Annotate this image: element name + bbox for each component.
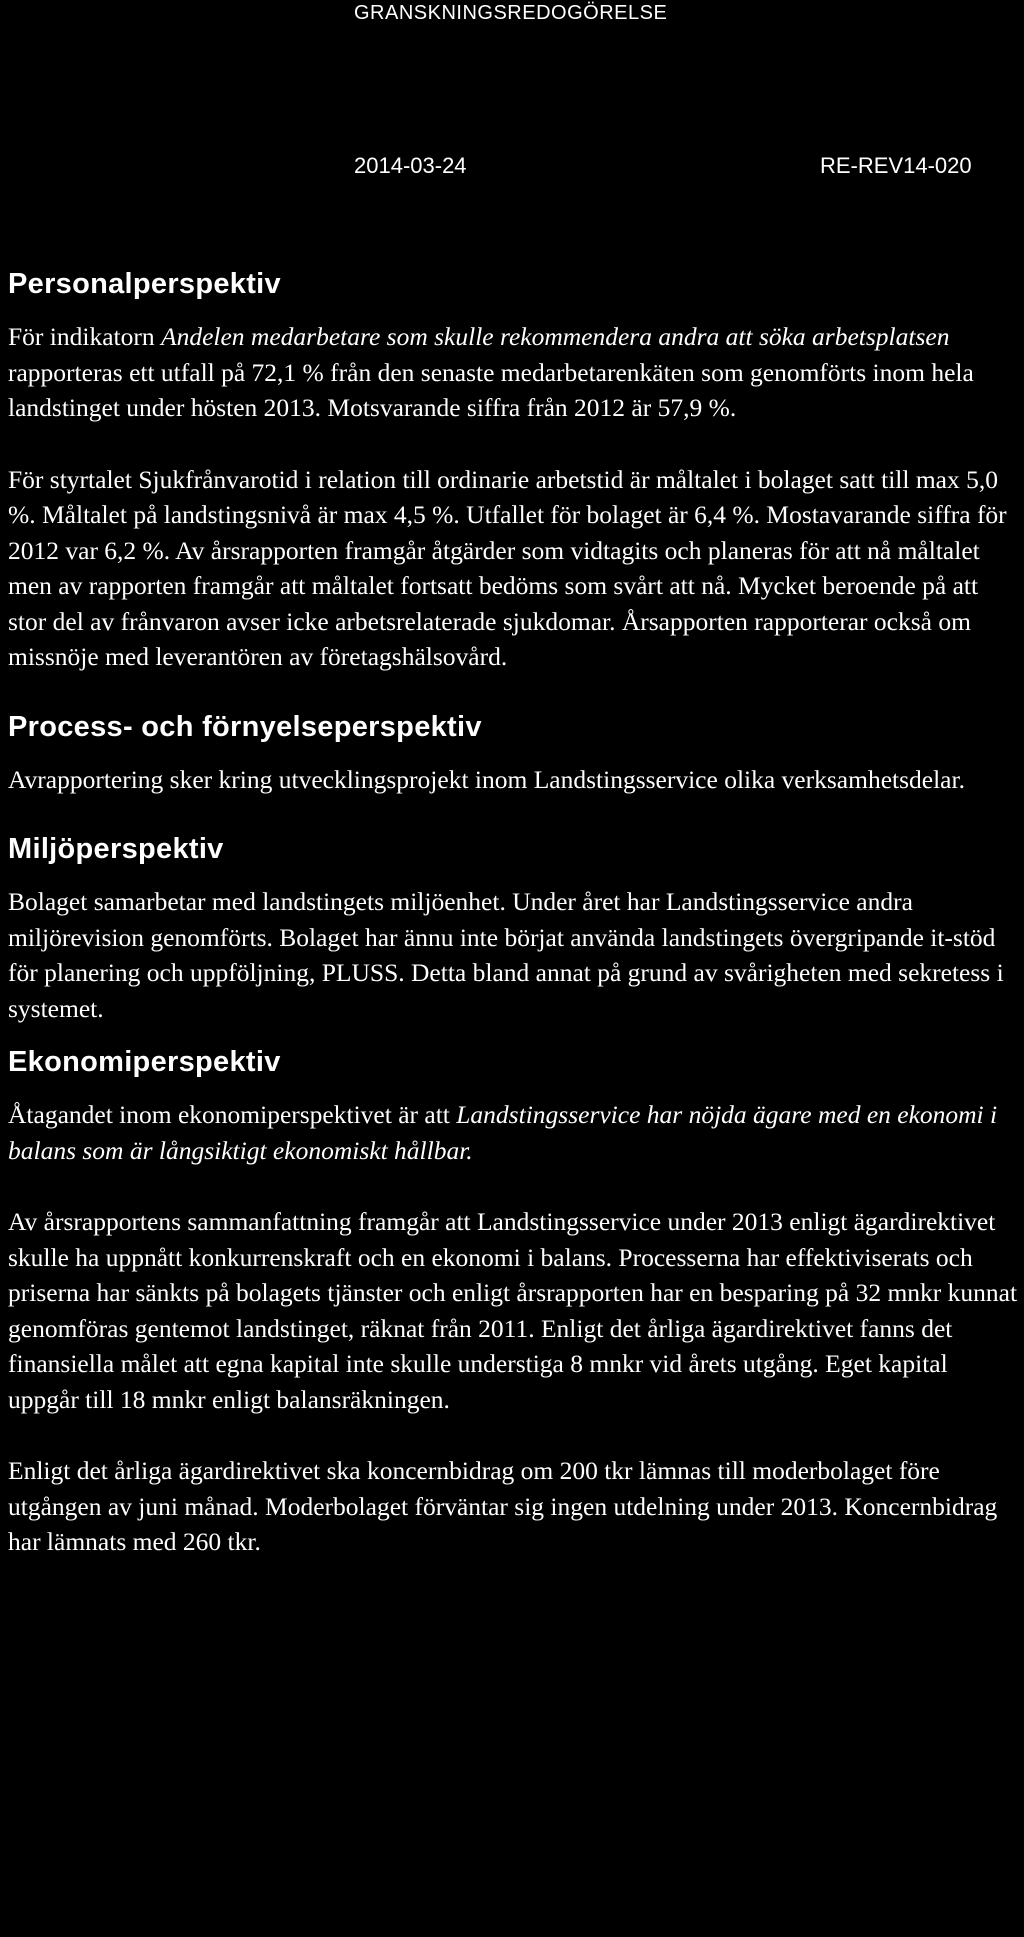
section-heading-ekonomi: Ekonomiperspektiv <box>8 1046 281 1078</box>
paragraph-process-1: Avrapportering sker kring utvecklingsprojekt inom Landstingsservice olika verksamhetsdelar. <box>8 764 965 794</box>
section-personalperspektiv <box>8 268 1018 675</box>
document-reference: RE-REV14-020 <box>820 153 972 178</box>
paragraph-personal-1-intro: För indikatorn <box>8 322 161 351</box>
paragraph-ekonomi-1-intro: Åtagandet inom ekonomiperspektivet är att <box>8 1100 457 1129</box>
section-heading-personal: Personalperspektiv <box>8 268 281 300</box>
section-miljo <box>8 833 1018 1026</box>
document-date: 2014-03-24 <box>354 153 467 178</box>
section-heading-process: Process- och förnyelseperspektiv <box>8 710 482 743</box>
paragraph-personal-2: För styrtalet Sjukfrånvarotid i relation till ordinarie arbetstid är måltalet i bolaget satt till max 5,0 %. Måltalet på landstingsnivå är max 4,5 %. Utfallet för bolaget är 6,4 %. Mostavarande siffra för 2012 var 6,2 %. Av årsrapporten framgår åtgärder som vidtagits och planeras för att nå måltalet men av rapporten framgår att måltalet fortsatt bedöms som svårt att nå. Mycket beroende på att stor del av frånvaron avser icke arbetsrelaterade sjukdomar. Årsapporten rapporterar också om missnöje med leverantören av företagshälsovård. <box>8 464 1007 671</box>
indicator-name: Andelen medarbetare som skulle rekommendera andra att söka arbetsplatsen <box>161 322 950 351</box>
paragraph-personal-1-rest: rapporteras ett utfall på 72,1 % från den senaste medarbetarenkäten som genomförts inom hela landstinget under hösten 2013. Motsvarande siffra från 2012 är 57,9 %. <box>8 357 974 422</box>
document-body <box>8 268 1018 1560</box>
section-ekonomi <box>8 1046 1018 1560</box>
paragraph-personal-1 <box>8 319 1018 426</box>
commitment-statement: Landstingsservice har nöjda ägare med en ekonomi i balans som är långsiktigt ekonomiskt hållbar. <box>8 1100 998 1165</box>
paragraph-miljo-1: Bolaget samarbetar med landstingets miljöenhet. Under året har Landstingsservice andra miljörevision genomförts. Bolaget har ännu inte börjat använda landstingets övergripande it-stöd för planering och uppföljning, PLUSS. Detta bland annat på grund av svårigheten med sekretess i systemet. <box>8 887 1004 1023</box>
paragraph-ekonomi-1 <box>8 1097 1018 1168</box>
section-process <box>8 711 1018 798</box>
document-type-label: GRANSKNINGSREDOGÖRELSE <box>354 2 668 24</box>
section-heading-miljo: Miljöperspektiv <box>8 833 224 865</box>
paragraph-ekonomi-3: Enligt det årliga ägardirektivet ska koncernbidrag om 200 tkr lämnas till moderbolaget före utgången av juni månad. Moderbolaget förväntar sig ingen utdelning under 2013. Koncernbidrag har lämnats med 260 tkr. <box>8 1456 998 1556</box>
paragraph-ekonomi-2: Av årsrapportens sammanfattning framgår att Landstingsservice under 2013 enligt ägardirektivet skulle ha uppnått konkurrenskraft och en ekonomi i balans. Processerna har effektiviserats och priserna har sänkts på bolagets tjänster och enligt årsrapporten har en besparing på 32 mnkr kunnat genomföras gentemot landstinget, räknat från 2011. Enligt det årliga ägardirektivet fanns det finansiella målet att egna kapital inte skulle understiga 8 mnkr vid årets utgång. Eget kapital uppgår till 18 mnkr enligt balansräkningen. <box>8 1207 1018 1414</box>
